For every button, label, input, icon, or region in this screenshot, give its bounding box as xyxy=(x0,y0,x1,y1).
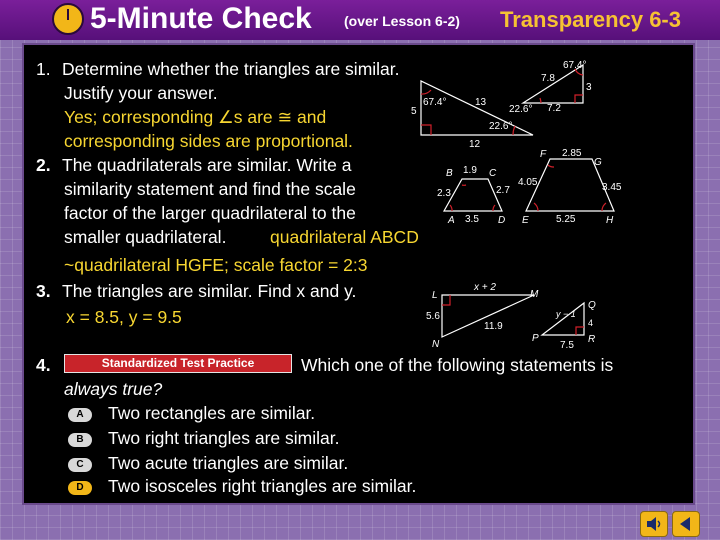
q3-right2-length: 4 xyxy=(588,318,594,328)
q2-line1: The quadrilaterals are similar. Write a xyxy=(62,155,352,175)
q2-label-A: A xyxy=(448,215,455,226)
q2-bottom-length: 3.5 xyxy=(465,214,479,225)
previous-button[interactable] xyxy=(672,511,700,537)
q2-label-H: H xyxy=(606,215,614,226)
q1-number: 1. xyxy=(36,59,51,79)
content-board xyxy=(22,43,695,505)
q4-line1: Which one of the following statements is xyxy=(301,355,614,375)
q1-big-angle-left: 67.4° xyxy=(423,97,447,108)
option-a-badge[interactable]: A xyxy=(68,408,92,422)
q1-big-angle-right: 22.6° xyxy=(489,121,513,132)
q3-answer: x = 8.5, y = 9.5 xyxy=(66,307,182,327)
q3-top-length: x + 2 xyxy=(474,282,496,293)
q2-label-G: G xyxy=(594,157,602,168)
q2-left2-length: 4.05 xyxy=(518,177,538,188)
sound-button[interactable] xyxy=(640,511,668,537)
q3-label-M: M xyxy=(530,289,539,300)
option-c-text[interactable]: Two acute triangles are similar. xyxy=(108,453,349,473)
q2-label-B: B xyxy=(446,168,453,179)
transparency-label: Transparency 6-3 xyxy=(500,7,681,32)
q2-label-D: D xyxy=(498,215,506,226)
q2-quadrilaterals-figure xyxy=(426,145,626,229)
header-bar xyxy=(0,0,720,40)
q3-label-P: P xyxy=(532,333,539,344)
q3-bottom2-length: 7.5 xyxy=(560,340,574,351)
q2-label-E: E xyxy=(522,215,529,226)
q2-right-length: 2.7 xyxy=(496,185,510,196)
q1-small-angle-top: 67.4° xyxy=(563,60,587,71)
q1-line2: Justify your answer. xyxy=(64,83,218,103)
q4-number: 4. xyxy=(36,355,51,375)
q1-big-bottom-label: 12 xyxy=(469,139,481,150)
q2-bottom2-length: 5.25 xyxy=(556,214,576,225)
q2-top-length: 1.9 xyxy=(463,165,477,176)
standardized-test-label: Standardized Test Practice xyxy=(101,356,255,370)
q2-line3: factor of the larger quadrilateral to the xyxy=(64,203,356,223)
q2-number: 2. xyxy=(36,155,51,175)
option-a-text[interactable]: Two rectangles are similar. xyxy=(108,403,316,423)
q2-right2-length: 3.45 xyxy=(602,182,622,193)
q2-top2-length: 2.85 xyxy=(562,148,582,159)
q2-label-F: F xyxy=(540,149,547,160)
header-subtitle: (over Lesson 6-2) xyxy=(344,13,460,29)
q2-line2: similarity statement and find the scale xyxy=(64,179,356,199)
q2-line4: smaller quadrilateral. xyxy=(64,227,227,247)
q2-answer-line2: ~quadrilateral HGFE; scale factor = 2:3 xyxy=(64,255,368,275)
q3-label-N: N xyxy=(432,339,440,350)
q2-left-length: 2.3 xyxy=(437,188,451,199)
option-d-badge[interactable]: D xyxy=(68,481,92,495)
clock-icon xyxy=(52,3,84,35)
q3-hyp2-length: y − 1 xyxy=(556,309,576,319)
q1-small-top-label: 7.8 xyxy=(541,73,555,84)
speaker-icon xyxy=(645,515,663,533)
q3-label-L: L xyxy=(432,290,438,301)
back-arrow-icon xyxy=(677,515,695,533)
q3-line1: The triangles are similar. Find x and y. xyxy=(62,281,357,301)
option-c-badge[interactable]: C xyxy=(68,458,92,472)
q2-label-C: C xyxy=(489,168,497,179)
option-b-text[interactable]: Two right triangles are similar. xyxy=(108,428,340,448)
q1-answer-line2: corresponding sides are proportional. xyxy=(64,131,353,151)
q3-label-Q: Q xyxy=(588,300,596,311)
q1-small-right-label: 3 xyxy=(586,82,592,93)
header-title: 5-Minute Check xyxy=(90,2,312,35)
q1-answer-line1: Yes; corresponding ∠s are ≅ and xyxy=(64,107,327,127)
q4-line2: always true? xyxy=(64,379,163,399)
q3-hyp-length: 11.9 xyxy=(484,321,503,332)
q1-big-hyp-label: 13 xyxy=(475,97,487,108)
q3-number: 3. xyxy=(36,281,51,301)
option-d-text[interactable]: Two isosceles right triangles are similar. xyxy=(108,476,417,496)
q3-triangles-figure xyxy=(422,281,612,351)
q3-label-R: R xyxy=(588,334,596,345)
q1-triangles-figure xyxy=(409,51,599,155)
q1-big-left-label: 5 xyxy=(411,106,417,117)
q1-small-angle-left: 22.6° xyxy=(509,104,533,115)
q1-small-bottom-label: 7.2 xyxy=(547,103,561,114)
standardized-test-badge xyxy=(64,354,292,373)
q3-left-length: 5.6 xyxy=(426,311,440,322)
q1-line1: Determine whether the triangles are similar. xyxy=(62,59,400,79)
option-b-badge[interactable]: B xyxy=(68,433,92,447)
q2-answer-line1: quadrilateral ABCD xyxy=(270,227,419,247)
